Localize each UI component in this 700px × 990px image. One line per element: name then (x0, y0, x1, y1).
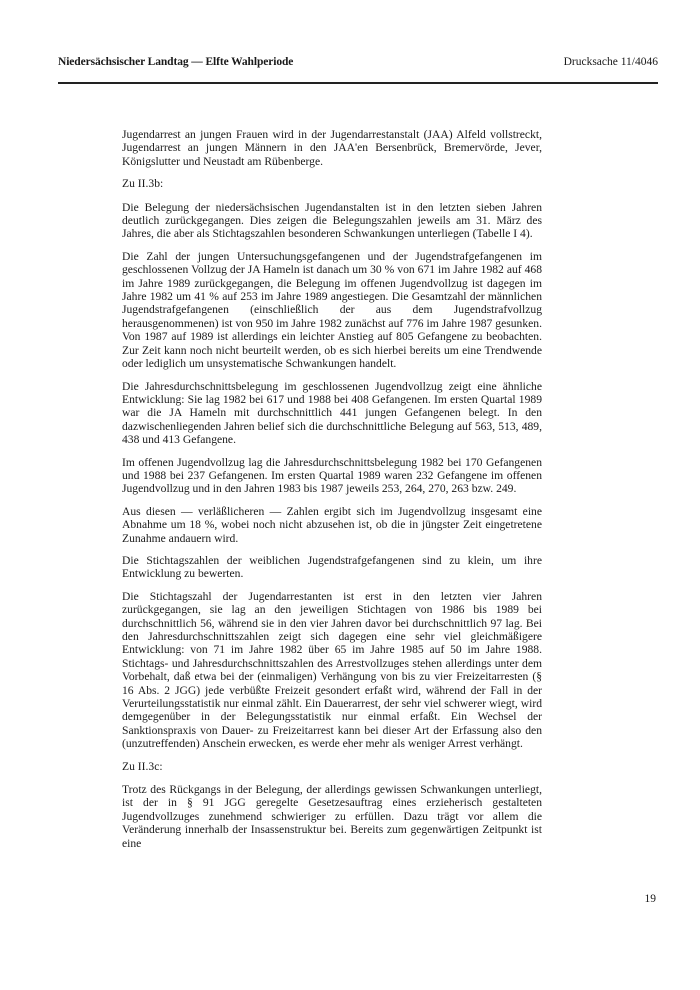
paragraph: Die Belegung der niedersächsischen Jugendanstalten ist in den letzten sieben Jahren deutlich zurückgegangen. Dies zeigen die Belegungszahlen jeweils am 31. März des Jahres, die aber als Stichtagszahlen besonderen Schwankungen unterliegen (Tabelle I 4). (122, 200, 542, 241)
paragraph: Die Zahl der jungen Untersuchungsgefangenen und der Jugendstrafgefangenen im geschlossenen Vollzug der JA Hameln ist danach um 30 % von 671 im Jahre 1982 auf 468 im Jahre 1989 zurückgegangen, die Belegung im offenen Jugendvollzug ist dagegen im Jahre 1982 um 41 % auf 253 im Jahre 1989 angestiegen. Die Gesamtzahl der männlichen Jugendstrafgefangenen (einschließlich der aus dem Jugendstrafvollzug herausgenommenen) ist von 950 im Jahre 1982 zunächst auf 776 im Jahre 1987 gesunken. Von 1987 auf 1989 ist allerdings ein leichter Anstieg auf 805 Gefangene zu beobachten. Zur Zeit kann noch nicht beurteilt werden, ob es sich hierbei bereits um eine Trendwende oder lediglich um unsystematische Schwankungen handelt. (122, 249, 542, 371)
paragraph: Im offenen Jugendvollzug lag die Jahresdurchschnittsbelegung 1982 bei 170 Gefangenen und 1988 bei 237 Gefangenen. Im ersten Quartal 1989 waren 232 Gefangene im offenen Jugendvollzug und in den Jahren 1983 bis 1987 jeweils 253, 264, 270, 263 bzw. 249. (122, 455, 542, 496)
paragraph: Die Stichtagszahl der Jugendarrestanten ist erst in den letzten vier Jahren zurückgegangen, sie lag an den jeweiligen Stichtagen von 1986 bis 1989 bei durchschnittlich 56, während sie in den vier Jahren davor bei durchschnittlich 97 lag. Bei den Jahresdurchschnittszahlen zeigt sich dagegen eine sehr viel gleichmäßigere Entwicklung: von 71 im Jahre 1982 über 65 im Jahre 1985 auf 50 im Jahre 1988. Stichtags- und Jahresdurchschnittszahlen des Arrestvollzuges stehen allerdings unter dem Vorbehalt, daß etwa bei der (einmaligen) Verhängung von bis zu vier Freizeitarresten (§ 16 Abs. 2 JGG) jede verbüßte Freizeit gesondert erfaßt wird, während der Fall in der Verurteilungsstatistik nur einmal zählt. Ein Dauerarrest, der sehr viel schwerer wiegt, wird demgegenüber in der Belegungsstatistik nur einmal erfaßt. Ein Wechsel der Sanktionspraxis von Dauer- zu Freizeitarrest kann bei dieser Art der Erfassung also den (unzutreffenden) Anschein erwecken, es werde eher mehr als weniger Arrest verhängt. (122, 589, 542, 751)
paragraph: Trotz des Rückgangs in der Belegung, der allerdings gewissen Schwankungen unterliegt, ist der in § 91 JGG geregelte Gesetzesauftrag eines erzieherisch gestalteten Jugendvollzuges zunehmend schwieriger zu erfüllen. Dazu trägt vor allem die Veränderung innerhalb der Insassenstruktur bei. Bereits zum gegenwärtigen Zeitpunkt ist eine (122, 783, 542, 850)
document-body (122, 128, 542, 859)
document-number: Drucksache 11/4046 (563, 56, 658, 68)
paragraph: Jugendarrest an jungen Frauen wird in der Jugendarrestanstalt (JAA) Alfeld vollstreckt, Jugendarrest an jungen Männern in den JAA'en Bersenbrück, Bremervörde, Jever, Königslutter und Neustadt am Rübenberge. (122, 128, 542, 168)
section-heading: Zu II.3c: (122, 759, 163, 773)
paragraph: Die Stichtagszahlen der weiblichen Jugendstrafgefangenen sind zu klein, um ihre Entwicklung zu bewerten. (122, 553, 542, 581)
page-header (58, 50, 658, 84)
page-number: 19 (644, 893, 656, 905)
paragraph: Die Jahresdurchschnittsbelegung im geschlossenen Jugendvollzug zeigt eine ähnliche Entwicklung: Sie lag 1982 bei 617 und 1988 bei 408 Gefangenen. Im ersten Quartal 1989 war die JA Hameln mit durchschnittlich 441 jungen Gefangenen belegt. In den dazwischenliegenden Jahren belief sich die durchschnittliche Belegung auf 563, 513, 489, 438 und 413 Gefangene. (122, 379, 542, 447)
header-title: Niedersächsischer Landtag — Elfte Wahlperiode (58, 56, 294, 68)
paragraph: Aus diesen — verläßlicheren — Zahlen ergibt sich im Jugendvollzug insgesamt eine Abnahme um 18 %, wobei noch nicht abzusehen ist, ob die in jüngster Zeit eingetretene Zunahme andauern wird. (122, 504, 542, 545)
section-heading: Zu II.3b: (122, 177, 164, 191)
